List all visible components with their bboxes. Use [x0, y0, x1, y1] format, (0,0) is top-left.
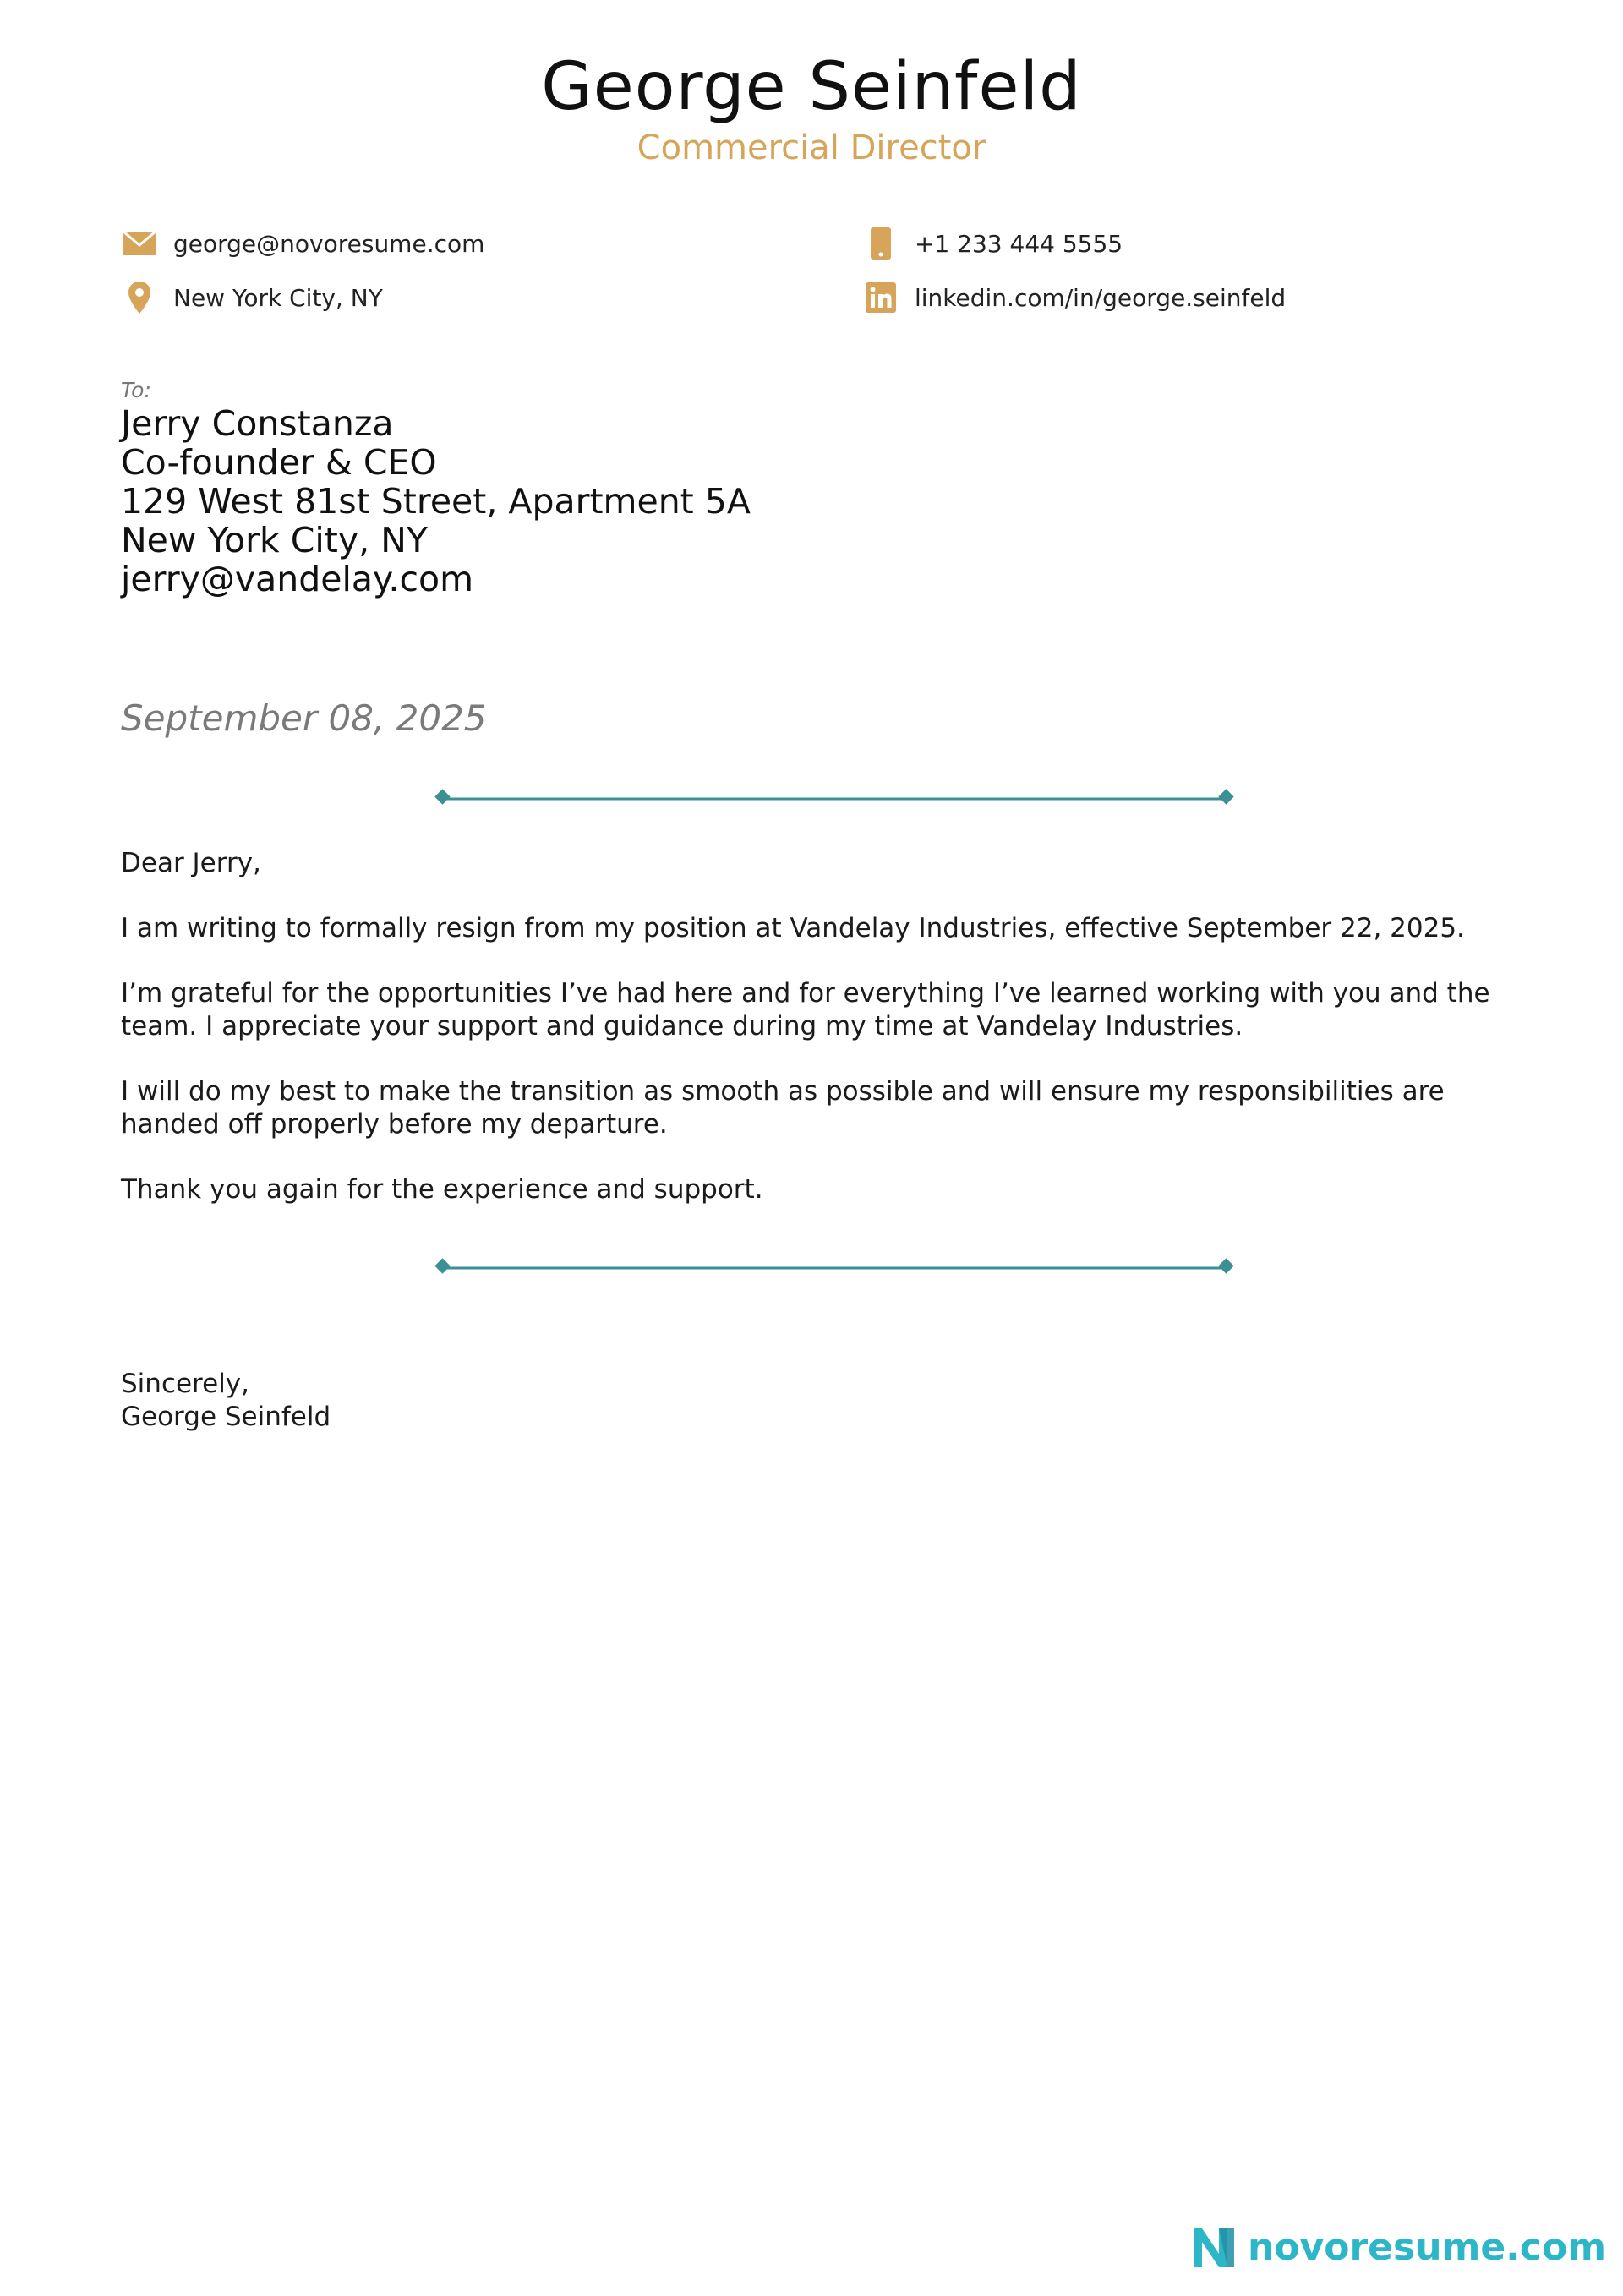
- phone-icon: [862, 225, 899, 262]
- map-pin-icon: [121, 279, 158, 316]
- letter-closing: [121, 1368, 331, 1434]
- recipient-position: Co-founder & CEO: [121, 442, 437, 483]
- contact-location-text: New York City, NY: [173, 283, 383, 312]
- letter-body: [121, 847, 1524, 1206]
- letter-date: September 08, 2025: [121, 697, 487, 739]
- signature-name: George Seinfeld: [121, 1402, 331, 1432]
- letter-paragraph-3: I will do my best to make the transition as smooth as possible and will ensure my responsibilities are handed off properly before my departure.: [121, 1076, 1445, 1140]
- applicant-title: Commercial Director: [637, 128, 986, 167]
- divider-bottom: [433, 1255, 1236, 1281]
- contact-linkedin[interactable]: [862, 279, 1286, 316]
- letter-paragraph-2: I’m grateful for the opportunities I’ve had here and for everything I’ve learned working with you and the team. I appreciate your support and guidance during my time at Vandelay Industries.: [121, 978, 1490, 1041]
- novoresume-brand[interactable]: [1190, 2223, 1606, 2271]
- recipient-email: jerry@vandelay.com: [121, 559, 474, 599]
- linkedin-icon: [862, 279, 899, 316]
- recipient-name: Jerry Constanza: [121, 403, 394, 444]
- letter-paragraph-1: I am writing to formally resign from my position at Vandelay Industries, effective September 22, 2025.: [121, 913, 1465, 943]
- recipient-label: To:: [121, 378, 151, 402]
- letter-paragraph-4: Thank you again for the experience and support.: [121, 1174, 763, 1205]
- recipient-block: [121, 404, 751, 599]
- contact-email-text: george@novoresume.com: [173, 229, 485, 258]
- brand-text: novoresume.com: [1248, 2225, 1607, 2269]
- applicant-name: George Seinfeld: [541, 49, 1082, 125]
- recipient-city: New York City, NY: [121, 520, 428, 560]
- envelope-icon: [121, 225, 158, 262]
- contact-phone-text: +1 233 444 5555: [915, 229, 1123, 258]
- contact-linkedin-text: linkedin.com/in/george.seinfeld: [915, 283, 1287, 312]
- contact-location: [121, 279, 383, 316]
- closing-phrase: Sincerely,: [121, 1369, 250, 1399]
- contact-phone[interactable]: [862, 225, 1123, 262]
- novoresume-logo-icon: [1190, 2223, 1238, 2271]
- recipient-street: 129 West 81st Street, Apartment 5A: [121, 481, 751, 522]
- letter-greeting: Dear Jerry,: [121, 848, 261, 878]
- divider-top: [433, 786, 1236, 812]
- contact-email[interactable]: [121, 225, 484, 262]
